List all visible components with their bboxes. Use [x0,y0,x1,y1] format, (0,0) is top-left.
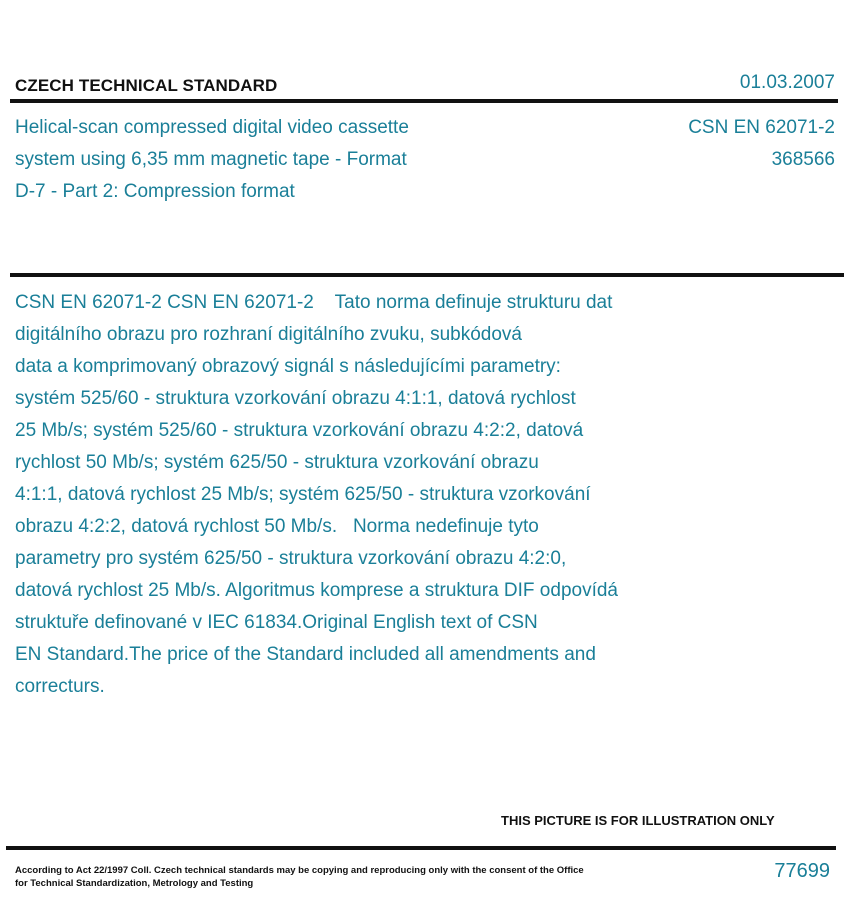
legal-line: According to Act 22/1997 Coll. Czech technical standards may be copying and reproducing only with the consent of the Office [15,865,584,876]
legal-line: for Technical Standardization, Metrology and Testing [15,878,254,889]
abstract-line: CSN EN 62071-2 CSN EN 62071-2 Tato norma definuje strukturu dat [15,292,613,313]
footer-divider [6,846,836,850]
abstract-line: digitálního obrazu pro rozhraní digitálního zvuku, subkódová [15,324,522,345]
header-divider [10,99,838,103]
abstract-line: 25 Mb/s; systém 525/60 - struktura vzorkování obrazu 4:2:2, datová [15,420,584,441]
abstract-line: rychlost 50 Mb/s; systém 625/50 - struktura vzorkování obrazu [15,452,539,473]
abstract-line: correcturs. [15,676,105,697]
title-line: Helical-scan compressed digital video cassette [15,117,409,138]
title-line: D-7 - Part 2: Compression format [15,181,295,202]
illustration-notice: THIS PICTURE IS FOR ILLUSTRATION ONLY [501,813,775,828]
legal-notice [15,864,584,890]
abstract-line: data a komprimovaný obrazový signál s následujícími parametry: [15,356,561,377]
document-type-heading: CZECH TECHNICAL STANDARD [15,76,278,95]
abstract-line: systém 525/60 - struktura vzorkování obrazu 4:1:1, datová rychlost [15,388,576,409]
abstract-line: 4:1:1, datová rychlost 25 Mb/s; systém 625/50 - struktura vzorkování [15,484,591,505]
abstract-line: struktuře definované v IEC 61834.Original English text of CSN [15,612,538,633]
abstract-line: parametry pro systém 625/50 - struktura vzorkování obrazu 4:2:0, [15,548,567,569]
abstract-line: EN Standard.The price of the Standard included all amendments and [15,644,596,665]
document-code: 77699 [774,860,830,882]
standard-number: CSN EN 62071-2 [688,117,835,138]
catalog-number: 368566 [771,149,835,170]
title-line: system using 6,35 mm magnetic tape - Format [15,149,407,170]
abstract-line: obrazu 4:2:2, datová rychlost 50 Mb/s. Norma nedefinuje tyto [15,516,539,537]
abstract-line: datová rychlost 25 Mb/s. Algoritmus komprese a struktura DIF odpovídá [15,580,618,601]
publication-date: 01.03.2007 [739,72,835,93]
section-divider [10,273,844,277]
